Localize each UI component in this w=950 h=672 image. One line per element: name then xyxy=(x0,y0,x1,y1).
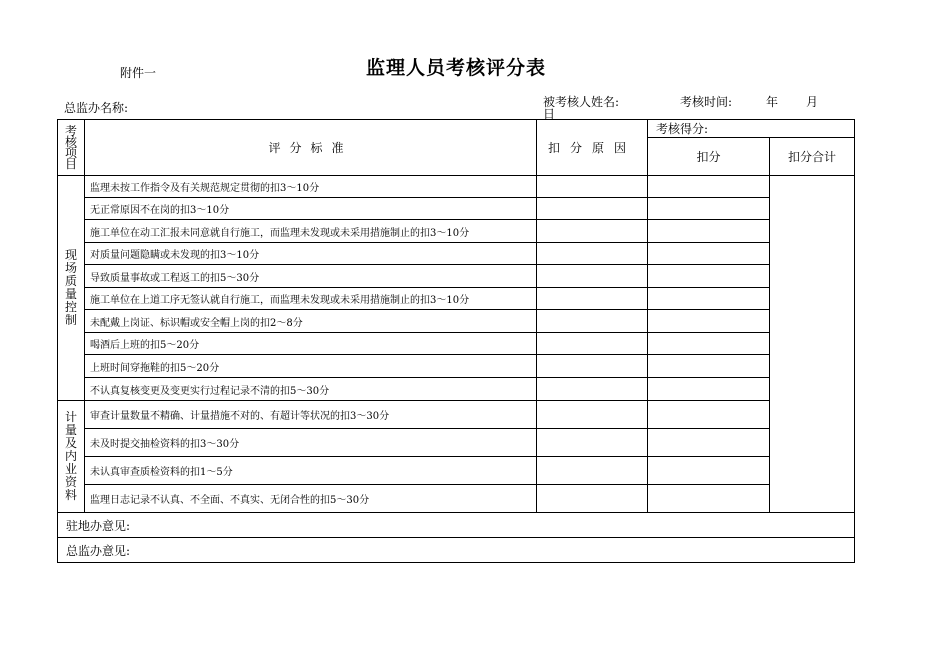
table-row xyxy=(58,378,855,401)
table-row xyxy=(58,457,855,485)
section-name-text: 计量及内业资料 xyxy=(65,410,78,502)
criteria-cell: 导致质量事故或工程返工的扣5～30分 xyxy=(85,265,537,288)
opinion-row xyxy=(58,538,855,563)
assessee-name-label: 被考核人姓名: xyxy=(543,95,620,109)
deduction-reason-cell[interactable] xyxy=(537,265,648,288)
deduction-cell[interactable] xyxy=(648,310,770,333)
deduction-cell[interactable] xyxy=(648,485,770,513)
criteria-cell: 未配戴上岗证、标识帽或安全帽上岗的扣2～8分 xyxy=(85,310,537,333)
table-row xyxy=(58,310,855,333)
assessment-table xyxy=(57,119,855,563)
section-name-text: 现场质量控制 xyxy=(65,248,78,327)
table-row xyxy=(58,429,855,457)
deduction-reason-cell[interactable] xyxy=(537,288,648,310)
criteria-cell: 未认真审查质检资料的扣1～5分 xyxy=(85,457,537,485)
header-deduction-sum: 扣分合计 xyxy=(770,138,855,176)
header-score-total: 考核得分: xyxy=(648,120,855,138)
criteria-cell: 施工单位在上道工序无签认就自行施工，而监理未发现或未采用措施制止的扣3～10分 xyxy=(85,288,537,310)
table-row xyxy=(58,198,855,220)
form-title: 监理人员考核评分表 xyxy=(366,57,547,79)
table-row xyxy=(58,220,855,243)
attachment-label: 附件一 xyxy=(120,66,157,80)
deduction-reason-cell[interactable] xyxy=(537,429,648,457)
deduction-reason-cell[interactable] xyxy=(537,333,648,355)
year-label: 年 xyxy=(766,95,779,109)
exam-time-label: 考核时间: xyxy=(680,95,733,109)
criteria-cell: 对质量问题隐瞒或未发现的扣3～10分 xyxy=(85,243,537,265)
deduction-cell[interactable] xyxy=(648,333,770,355)
deduction-cell[interactable] xyxy=(648,176,770,198)
criteria-cell: 未及时提交抽检资料的扣3～30分 xyxy=(85,429,537,457)
deduction-cell[interactable] xyxy=(648,220,770,243)
site-office-opinion[interactable]: 驻地办意见: xyxy=(58,513,855,538)
deduction-reason-cell[interactable] xyxy=(537,220,648,243)
header-assessment-item xyxy=(58,120,85,176)
criteria-cell: 监理日志记录不认真、不全面、不真实、无闭合性的扣5～30分 xyxy=(85,485,537,513)
deduction-cell[interactable] xyxy=(648,243,770,265)
deduction-cell[interactable] xyxy=(648,457,770,485)
table-row xyxy=(58,333,855,355)
deduction-cell[interactable] xyxy=(648,378,770,401)
criteria-cell: 监理未按工作指令及有关规范规定贯彻的扣3～10分 xyxy=(85,176,537,198)
deduction-cell[interactable] xyxy=(648,198,770,220)
table-row xyxy=(58,401,855,429)
deduction-reason-cell[interactable] xyxy=(537,176,648,198)
deduction-cell[interactable] xyxy=(648,429,770,457)
chief-office-opinion[interactable]: 总监办意见: xyxy=(58,538,855,563)
table-row xyxy=(58,355,855,378)
deduction-reason-cell[interactable] xyxy=(537,401,648,429)
header-criteria: 评分标准 xyxy=(85,120,537,176)
table-row xyxy=(58,265,855,288)
deduction-cell[interactable] xyxy=(648,355,770,378)
opinion-row xyxy=(58,513,855,538)
table-row xyxy=(58,288,855,310)
deduction-cell[interactable] xyxy=(648,288,770,310)
table-row xyxy=(58,243,855,265)
criteria-cell: 不认真复核变更及变更实行过程记录不清的扣5～30分 xyxy=(85,378,537,401)
deduction-cell[interactable] xyxy=(648,401,770,429)
section-name xyxy=(58,401,85,513)
table-row xyxy=(58,176,855,198)
section-name xyxy=(58,176,85,401)
deduction-cell[interactable] xyxy=(648,265,770,288)
header-deduction: 扣分 xyxy=(648,138,770,176)
table-row xyxy=(58,485,855,513)
day-label: 日 xyxy=(543,107,556,121)
deduction-reason-cell[interactable] xyxy=(537,310,648,333)
criteria-cell: 施工单位在动工汇报未同意就自行施工，而监理未发现或未采用措施制止的扣3～10分 xyxy=(85,220,537,243)
deduction-sum-cell[interactable] xyxy=(770,176,855,513)
criteria-cell: 上班时间穿拖鞋的扣5～20分 xyxy=(85,355,537,378)
header-assessment-item-text: 考核项目 xyxy=(65,123,78,171)
deduction-reason-cell[interactable] xyxy=(537,457,648,485)
criteria-cell: 无正常原因不在岗的扣3～10分 xyxy=(85,198,537,220)
criteria-cell: 审查计量数量不精确、计量措施不对的、有超计等状况的扣3～30分 xyxy=(85,401,537,429)
deduction-reason-cell[interactable] xyxy=(537,243,648,265)
month-label: 月 xyxy=(806,95,819,109)
header-deduction-reason: 扣分原因 xyxy=(537,120,648,176)
deduction-reason-cell[interactable] xyxy=(537,485,648,513)
office-name-label: 总监办名称: xyxy=(64,101,129,115)
deduction-reason-cell[interactable] xyxy=(537,355,648,378)
criteria-cell: 喝酒后上班的扣5～20分 xyxy=(85,333,537,355)
deduction-reason-cell[interactable] xyxy=(537,378,648,401)
deduction-reason-cell[interactable] xyxy=(537,198,648,220)
